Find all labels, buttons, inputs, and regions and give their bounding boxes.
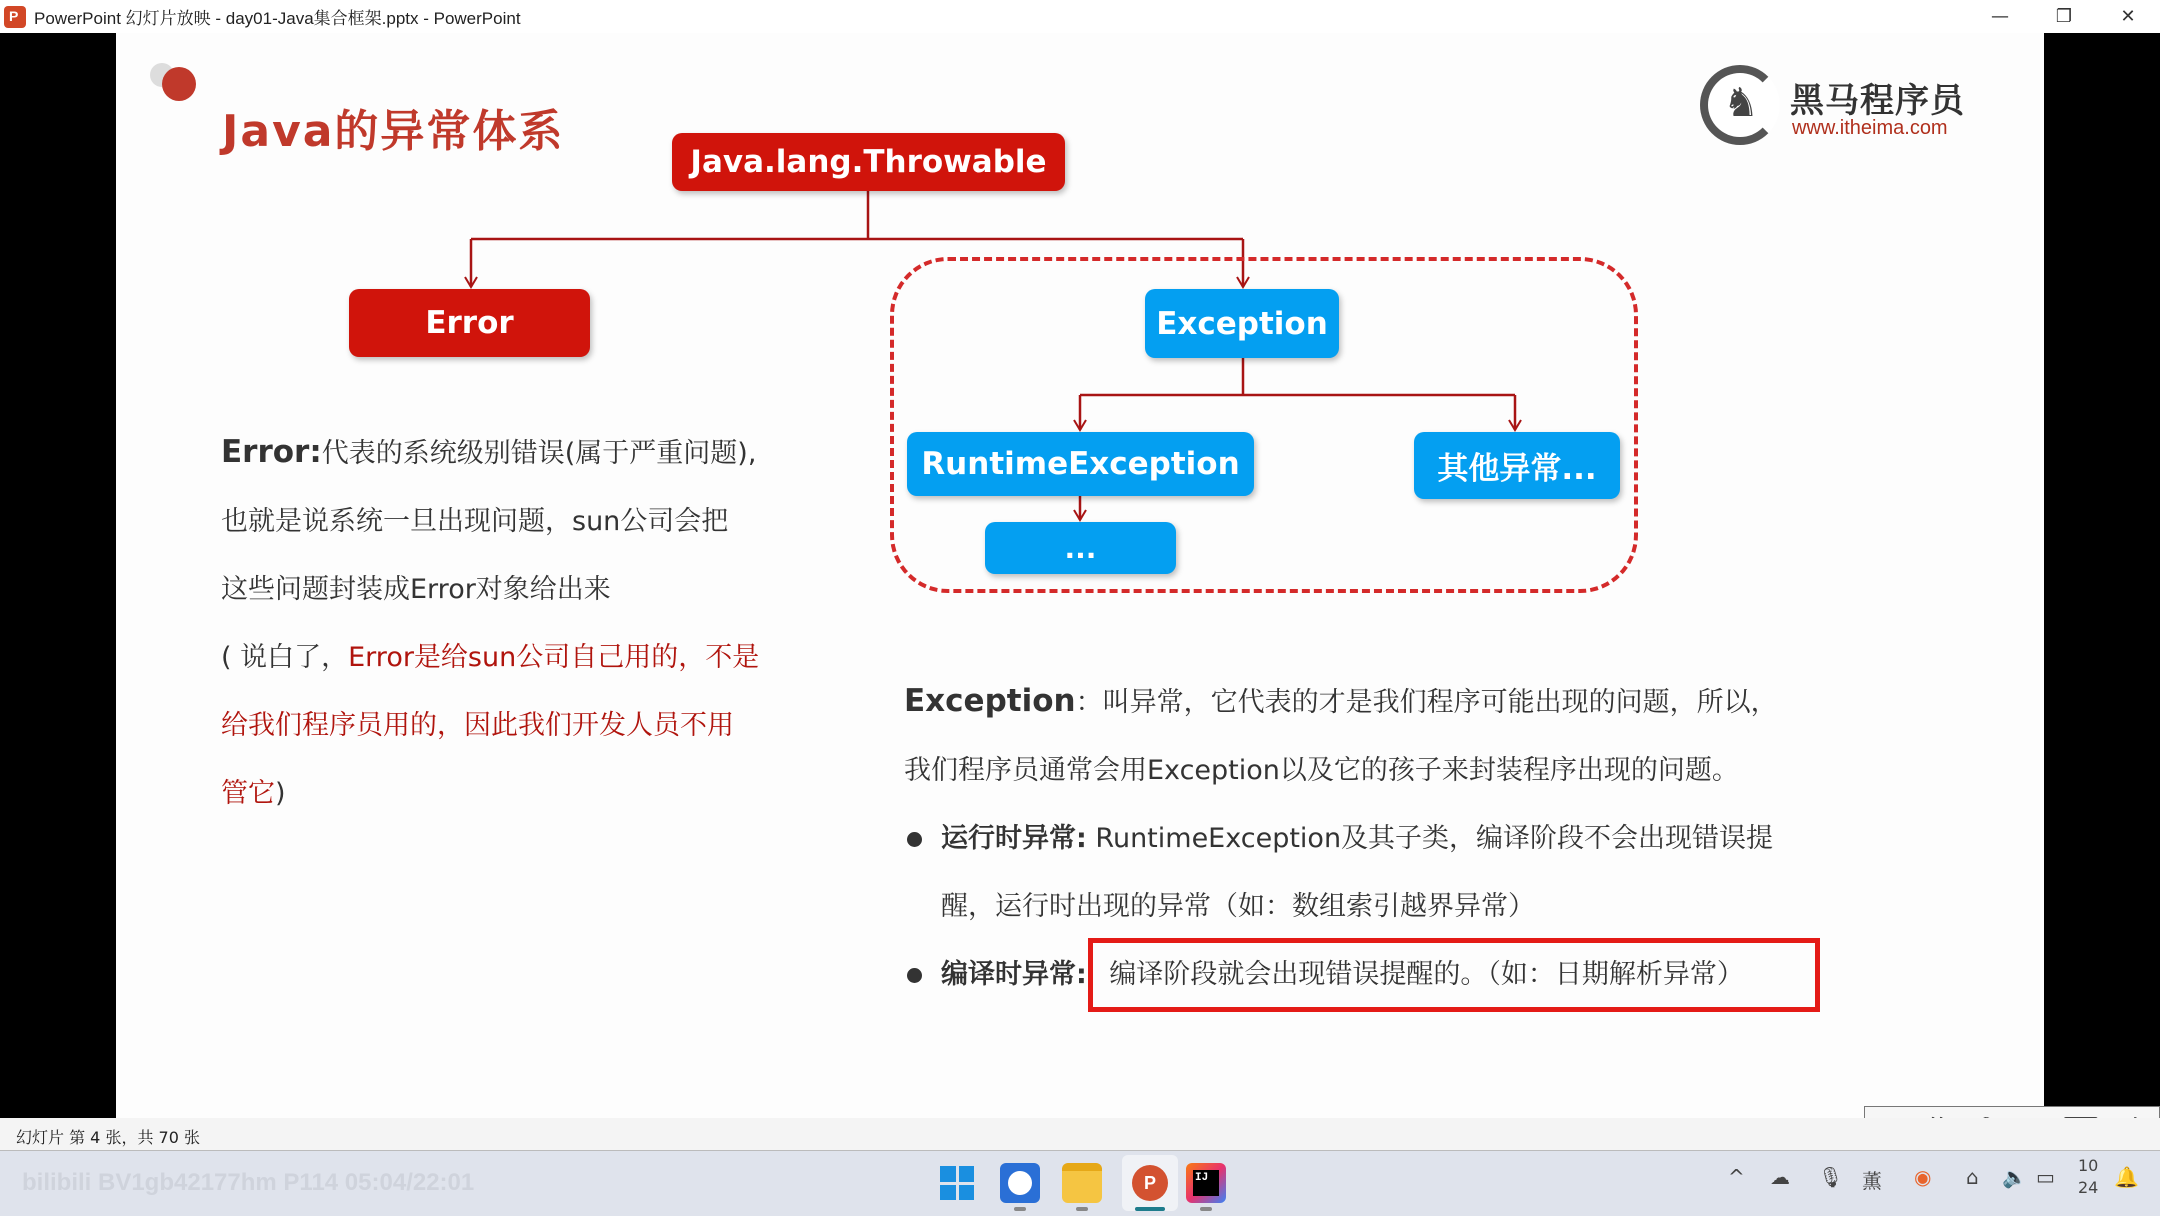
exception-label: Exception [904, 683, 1076, 719]
error-desc-line6: 管它) [221, 778, 286, 809]
letterbox-right [2044, 33, 2160, 1118]
clock-date[interactable]: 10 24 [2078, 1156, 2099, 1197]
exception-desc-line1: Exception：叫异常，它代表的才是我们程序可能出现的问题，所以， [904, 683, 1778, 719]
app-tray-icon[interactable]: ◉ [1914, 1165, 1932, 1189]
slide-counter: 幻灯片 第 4 张，共 70 张 [16, 1128, 200, 1147]
exception-desc-line2: 我们程序员通常会用Exception以及它的孩子来封装程序出现的问题。 [904, 755, 1739, 786]
exception-description [904, 667, 1778, 805]
bullet-label: 运行时异常: [941, 823, 1087, 854]
running-indicator [1076, 1207, 1088, 1211]
close-button[interactable]: ✕ [2120, 6, 2136, 27]
window-controls [1968, 0, 2160, 33]
throwable-node: Java.lang.Throwable [672, 133, 1065, 191]
error-desc-line4: ( 说白了，Error是给sun公司自己用的，不是 [221, 642, 760, 673]
network-icon[interactable]: ⌂ [1966, 1165, 1979, 1189]
volume-icon[interactable]: 🔈 [2002, 1165, 2027, 1189]
bullet-compile-exception: 编译时异常: 编译阶段就会出现错误提醒的。（如：日期解析异常） [941, 959, 1744, 990]
notification-bell-icon[interactable]: 🔔 [2114, 1165, 2139, 1189]
file-explorer-icon[interactable] [1062, 1163, 1102, 1203]
letterbox-left [0, 33, 116, 1118]
ime-tray-icon[interactable]: 薫 [1862, 1169, 1882, 1193]
onedrive-icon[interactable]: ☁ [1770, 1165, 1790, 1189]
windows-taskbar [0, 1151, 2160, 1216]
error-node: Error [349, 289, 590, 357]
logo-url: www.itheima.com [1792, 117, 1948, 139]
battery-icon[interactable]: ▭ [2036, 1165, 2055, 1189]
video-watermark: bilibili BV1gb42177hm P114 05:04/22:01 [22, 1169, 475, 1196]
bullet-label: 编译时异常: [941, 959, 1087, 990]
windows-start-icon[interactable] [937, 1163, 977, 1203]
running-indicator [1200, 1207, 1212, 1211]
remote-desktop-icon[interactable] [1000, 1163, 1040, 1203]
tray-overflow-chevron[interactable]: ^ [1728, 1165, 1745, 1189]
window-title: PowerPoint 幻灯片放映 - day01-Java集合框架.pptx - PowerPoint [34, 9, 521, 28]
slide-title: Java的异常体系 [222, 106, 565, 157]
horse-icon: ♞ [1723, 80, 1759, 126]
microphone-icon[interactable]: 🎙 [1818, 1165, 1844, 1189]
error-description [221, 418, 759, 828]
powerpoint-taskbar-icon[interactable]: P [1122, 1155, 1178, 1211]
active-indicator [1135, 1207, 1165, 1211]
runtime-children-node: ... [985, 522, 1176, 574]
slide-canvas[interactable] [116, 33, 2044, 1118]
error-label: Error: [221, 434, 322, 470]
runtime-exception-node: RuntimeException [907, 432, 1254, 496]
bullet-dot [907, 968, 922, 983]
intellij-idea-icon[interactable]: IJ [1186, 1163, 1226, 1203]
exception-node: Exception [1145, 289, 1339, 358]
annotation-highlight-box [1088, 938, 1820, 1012]
bullet-runtime-exception: 运行时异常: RuntimeException及其子类，编译阶段不会出现错误提 醒，运行时出现的异常（如：数组索引越界异常） [941, 823, 1774, 922]
itheima-logo [1700, 63, 1980, 147]
error-desc-line1: Error:代表的系统级别错误(属于严重问题), [221, 434, 757, 470]
logo-name: 黑马程序员 [1790, 81, 1965, 121]
error-desc-line5: 给我们程序员用的，因此我们开发人员不用 [221, 710, 734, 741]
decorative-circle-red [162, 67, 196, 101]
title-bar [0, 0, 2160, 33]
status-bar [0, 1118, 2160, 1151]
bullet-dot [907, 832, 922, 847]
error-desc-line2: 也就是说系统一旦出现问题，sun公司会把 [221, 506, 729, 537]
error-desc-line3: 这些问题封装成Error对象给出来 [221, 574, 611, 605]
restore-button[interactable]: ❐ [2055, 6, 2073, 27]
other-exceptions-node: 其他异常... [1414, 432, 1620, 499]
minimize-button[interactable]: — [1991, 6, 2009, 27]
powerpoint-app-icon [4, 6, 26, 28]
running-indicator [1014, 1207, 1026, 1211]
